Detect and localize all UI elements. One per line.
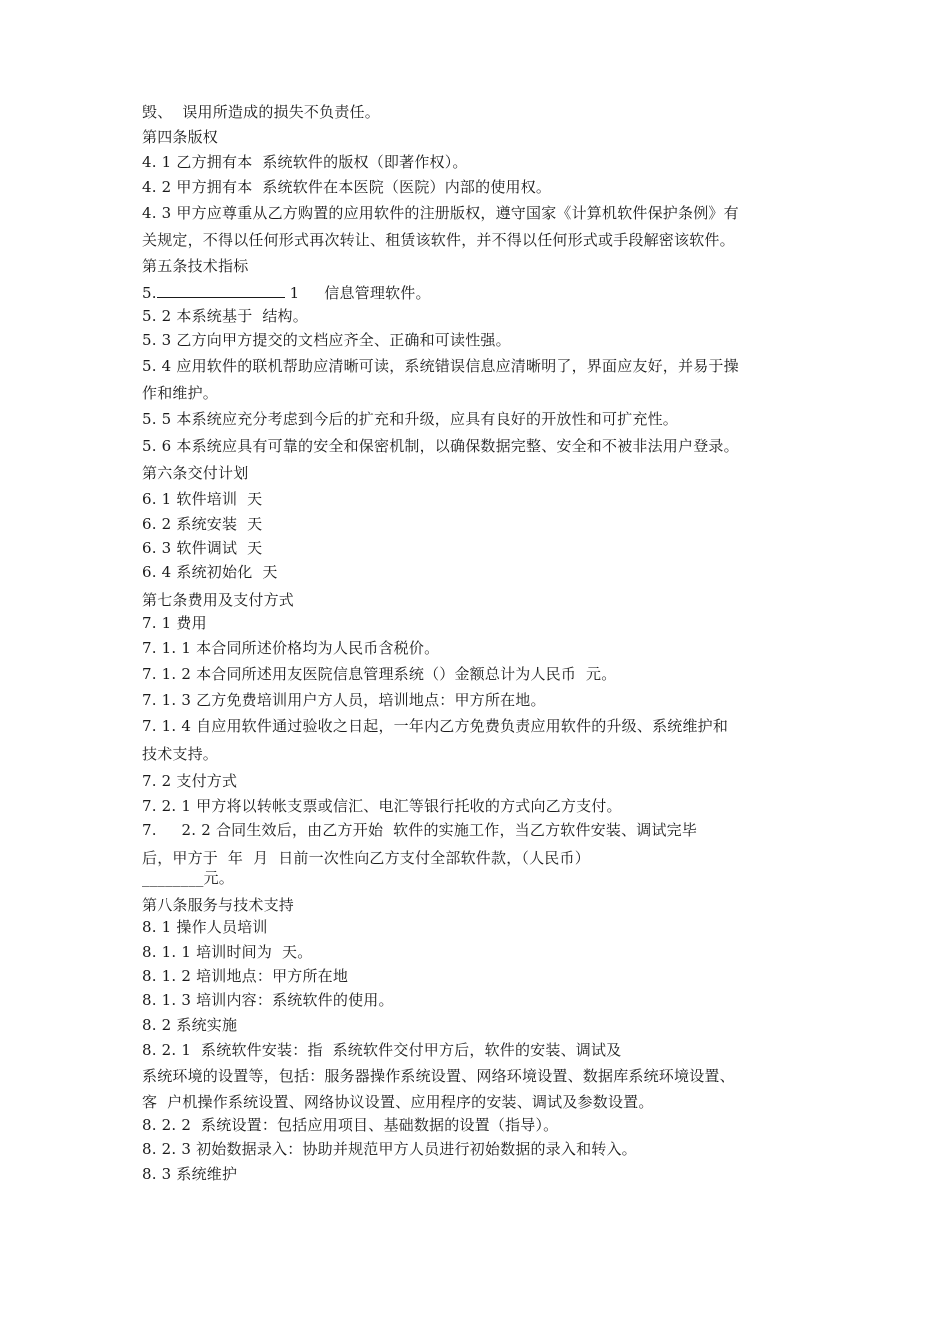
text-line: 作和维护。 bbox=[142, 384, 219, 402]
fill-in-blank bbox=[157, 282, 285, 298]
text-line: 4. 2 甲方拥有本 系统软件在本医院（医院）内部的使用权。 bbox=[142, 178, 552, 196]
clause-text: 1 信息管理软件。 bbox=[284, 284, 431, 302]
text-line: 6. 2 系统安装 天 bbox=[142, 515, 263, 533]
text-line: 系统环境的设置等，包括：服务器操作系统设置、网络环境设置、数据库系统环境设置、 bbox=[142, 1067, 735, 1085]
text-line: 8. 2. 3 初始数据录入：协助并规范甲方人员进行初始数据的录入和转入。 bbox=[142, 1140, 637, 1158]
text-line: 7. 1. 1 本合同所述价格均为人民币含税价。 bbox=[142, 639, 440, 657]
text-line: 7. 2. 1 甲方将以转帐支票或信汇、电汇等银行托收的方式向乙方支付。 bbox=[142, 797, 622, 815]
text-line: 8. 2 系统实施 bbox=[142, 1016, 238, 1034]
section-heading: 第六条交付计划 bbox=[142, 464, 249, 482]
text-line: ________元。 bbox=[142, 869, 235, 887]
text-line: 8. 1. 1 培训时间为 天。 bbox=[142, 943, 313, 961]
text-line: 7. 1. 2 本合同所述用友医院信息管理系统（）金额总计为人民币 元。 bbox=[142, 665, 617, 683]
text-line: 7. 1. 3 乙方免费培训用户方人员，培训地点：甲方所在地。 bbox=[142, 691, 546, 709]
clause-number: 5. bbox=[142, 284, 157, 302]
text-line: 6. 4 系统初始化 天 bbox=[142, 563, 278, 581]
text-line: 8. 3 系统维护 bbox=[142, 1165, 238, 1183]
text-line: 4. 3 甲方应尊重从乙方购置的应用软件的注册版权，遵守国家《计算机软件保护条例》有 bbox=[142, 204, 739, 222]
text-line: 5. 5 本系统应充分考虑到今后的扩充和升级，应具有良好的开放性和可扩充性。 bbox=[142, 410, 678, 428]
text-line: 关规定，不得以任何形式再次转让、租赁该软件，并不得以任何形式或手段解密该软件。 bbox=[142, 231, 735, 249]
text-line: 5. 2 本系统基于 结构。 bbox=[142, 307, 308, 325]
section-heading: 第四条版权 bbox=[142, 128, 219, 146]
text-line: 8. 2. 1 系统软件安装：指 系统软件交付甲方后，软件的安装、调试及 bbox=[142, 1041, 622, 1059]
text-line: 毁、 误用所造成的损失不负责任。 bbox=[142, 103, 380, 121]
text-line: 8. 2. 2 系统设置：包括应用项目、基础数据的设置（指导）。 bbox=[142, 1116, 559, 1134]
text-line: 后，甲方于 年 月 日前一次性向乙方支付全部软件款，（人民币） bbox=[142, 849, 590, 867]
section-heading: 第七条费用及支付方式 bbox=[142, 591, 295, 609]
text-line: 7. 1. 4 自应用软件通过验收之日起，一年内乙方免费负责应用软件的升级、系统维护和 bbox=[142, 717, 729, 735]
text-line: 7. 2 支付方式 bbox=[142, 772, 238, 790]
text-line: 7. 2. 2 合同生效后，由乙方开始 软件的实施工作，当乙方软件安装、调试完毕 bbox=[142, 821, 698, 839]
text-line: 8. 1. 3 培训内容：系统软件的使用。 bbox=[142, 991, 394, 1009]
text-line: 5. 3 乙方向甲方提交的文档应齐全、正确和可读性强。 bbox=[142, 331, 511, 349]
text-line: 客 户机操作系统设置、网络协议设置、应用程序的安装、调试及参数设置。 bbox=[142, 1093, 654, 1111]
text-line: 5. 4 应用软件的联机帮助应清晰可读，系统错误信息应清晰明了，界面应友好，并易于操 bbox=[142, 357, 739, 375]
text-line: 4. 1 乙方拥有本 系统软件的版权（即著作权）。 bbox=[142, 153, 468, 171]
text-line: 6. 1 软件培训 天 bbox=[142, 490, 263, 508]
text-line: 7. 1 费用 bbox=[142, 614, 207, 632]
section-heading: 第八条服务与技术支持 bbox=[142, 896, 295, 914]
text-line: 8. 1. 2 培训地点：甲方所在地 bbox=[142, 967, 349, 985]
section-heading: 第五条技术指标 bbox=[142, 257, 249, 275]
text-line: 技术支持。 bbox=[142, 745, 219, 763]
text-line: 6. 3 软件调试 天 bbox=[142, 539, 263, 557]
text-line: 8. 1 操作人员培训 bbox=[142, 918, 268, 936]
text-line: 5. 6 本系统应具有可靠的安全和保密机制，以确保数据完整、安全和不被非法用户登录。 bbox=[142, 437, 739, 455]
text-line bbox=[142, 282, 431, 303]
